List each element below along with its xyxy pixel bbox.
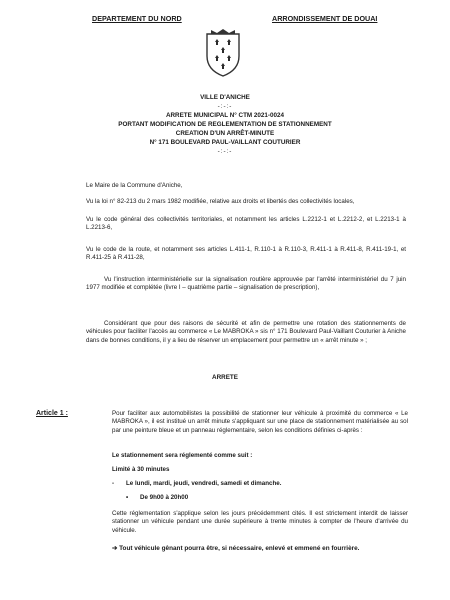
considerant-paragraph: Considérant que pour des raisons de sécurité et afin de permettre une rotation des stationnements de véhicules pour faciliter l'accès au commerce « Le MABROKA » sis n° 171 Boulevard Paul-Vaillant Couturier à Aniche dans de bonnes conditions, il y a lieu de réserver un emplacement pour permettre un « arrêt minute » ; <box>86 320 406 344</box>
tow-warning: ➔ Tout véhicule gênant pourra être, si nécessaire, enlevé et emmené en fourrière. <box>112 545 360 552</box>
regulation-intro: Le stationnement sera réglementé comme suit : <box>112 452 253 459</box>
applicable-hours: De 9h00 à 20h00 <box>140 494 189 501</box>
separator: -:-:- <box>217 148 233 155</box>
applicable-days: Le lundi, mardi, jeudi, vendredi, samedi et dimanche. <box>126 480 282 487</box>
vu-paragraph: Vu le code général des collectivités territoriales, et notamment les articles L.2212-1 et L.2212-2, et L.2213-1 à L.2213-6, <box>86 216 406 232</box>
dash-marker: - <box>112 480 115 487</box>
article-1-rule-paragraph: Cette réglementation s'applique selon les jours précédemment cités. Il est strictement interdit de laisser stationner un véhicule pendant une durée supérieure à trente minutes à compter de l'heure d'arrivée du véhicule. <box>112 510 408 534</box>
decree-address: N° 171 BOULEVARD PAUL-VAILLANT COUTURIER <box>149 139 301 146</box>
vu-paragraph: Vu la loi n° 82-213 du 2 mars 1982 modifiée, relative aux droits et libertés des collectivités locales, <box>86 198 355 205</box>
decree-title-line: CREATION D'UN ARRÊT-MINUTE <box>175 130 275 137</box>
decree-number: ARRETE MUNICIPAL N° CTM 2021-0024 <box>165 112 285 119</box>
vu-paragraph: Vu l'instruction interministérielle sur la signalisation routière approuvée par l'arrêté interministériel du 7 juin 1977 modifiée et complétée (livre I – quatrième partie – signalisation de prescription), <box>86 276 406 292</box>
decree-title-line: PORTANT MODIFICATION DE REGLEMENTATION DE STATIONNEMENT <box>118 121 332 128</box>
mayor-line: Le Maire de la Commune d'Aniche, <box>86 182 183 189</box>
town-crest-icon <box>203 28 243 78</box>
article-1-label: Article 1 : <box>36 410 68 417</box>
bullet-marker: • <box>126 494 129 501</box>
arrondissement-header: ARRONDISSEMENT DE DOUAI <box>272 14 378 23</box>
department-header: DEPARTEMENT DU NORD <box>92 14 182 23</box>
separator: -:-:- <box>217 103 233 110</box>
arrete-heading: ARRETE <box>212 374 238 381</box>
article-1-paragraph: Pour faciliter aux automobilistes la possibilité de stationner leur véhicule à proximité du commerce « Le MABROKA », il est institué un arrêt minute s'appliquant sur une place de stationnement matérialisée au sol par une peinture bleue et un panneau réglementaire, selon les conditions définies ci-après : <box>112 410 408 434</box>
town-name: VILLE D'ANICHE <box>200 94 250 101</box>
time-limit: Limité à 30 minutes <box>112 466 170 473</box>
vu-paragraph: Vu le code de la route, et notamment ses articles L.411-1, R.110-1 à R.110-3, R.411-1 à R.411-8, R.411-19-1, et R.411-25 à R.411-28, <box>86 246 406 262</box>
